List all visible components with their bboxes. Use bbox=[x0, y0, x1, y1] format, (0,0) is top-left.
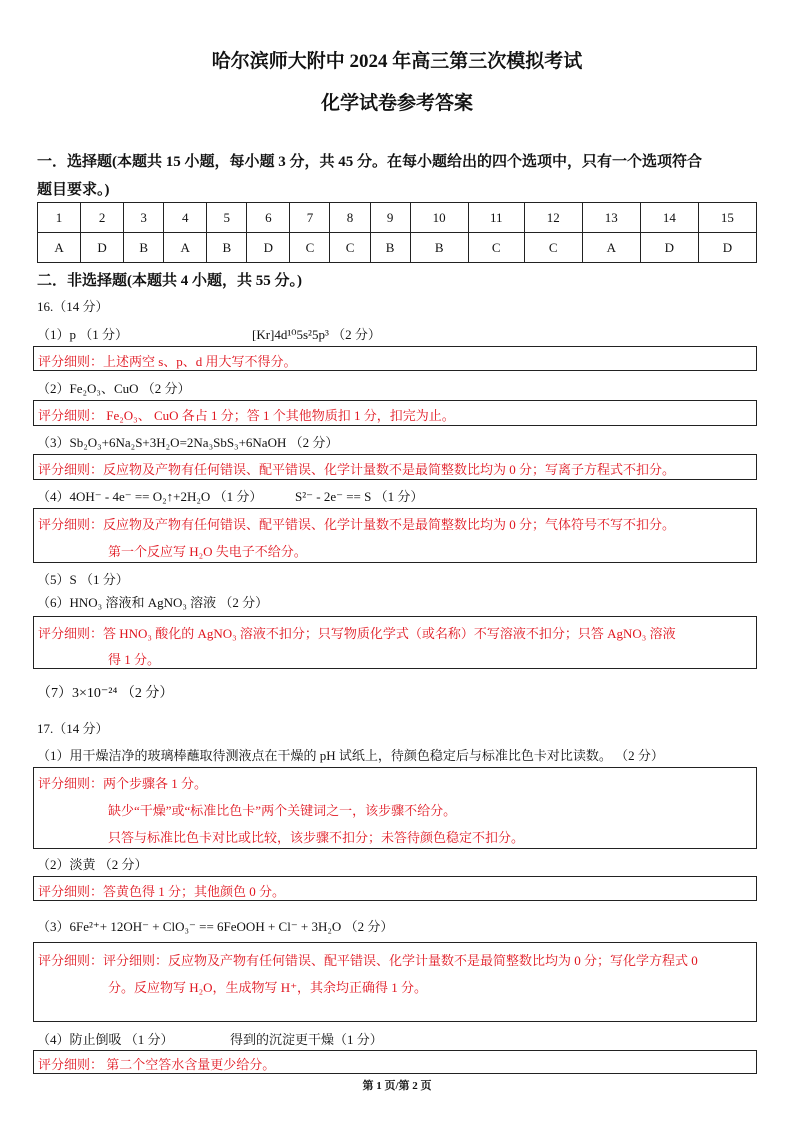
rubric-text: 评分细则： Fe₂O₃、 CuO 各占 1 分；答 1 个其他物质扣 1 分，扣完为止。 bbox=[38, 408, 455, 423]
q16-answer-2: （2）Fe₂O₃、CuO （2 分） bbox=[37, 381, 191, 396]
rubric-box bbox=[33, 616, 757, 669]
answer-cell: A bbox=[38, 233, 81, 263]
rubric-text: 评分细则： 第二个空答水含量更少给分。 bbox=[38, 1057, 276, 1072]
section2-heading: 二．非选择题(本题共 4 小题，共 55 分。) bbox=[37, 273, 302, 289]
q17-title: 17.（14 分） bbox=[37, 721, 109, 736]
rubric-text: 评分细则：答 HNO₃ 酸化的 AgNO₃ 溶液不扣分；只写物质化学式（或名称）不写溶液不扣分；只答 AgNO₃ 溶液 bbox=[38, 626, 676, 641]
question-number-cell: 2 bbox=[81, 203, 124, 233]
question-number-cell: 8 bbox=[330, 203, 370, 233]
question-number-cell: 12 bbox=[524, 203, 582, 233]
answer-cell: D bbox=[81, 233, 124, 263]
answer-row bbox=[38, 233, 757, 263]
answer-cell: C bbox=[330, 233, 370, 263]
document-subtitle: 化学试卷参考答案 bbox=[320, 93, 473, 114]
rubric-text: 评分细则：反应物及产物有任何错误、配平错误、化学计量数不是最简整数比均为 0 分；气体符号不写不扣分。 bbox=[38, 517, 676, 532]
rubric-text: 只答与标准比色卡对比或比较，该步骤不扣分；未答待颜色稳定不扣分。 bbox=[108, 830, 525, 845]
rubric-text: 第一个反应写 H₂O 失电子不给分。 bbox=[108, 544, 307, 559]
rubric-box bbox=[33, 454, 757, 480]
rubric-text: 缺少“干燥”或“标准比色卡”两个关键词之一，该步骤不给分。 bbox=[108, 803, 457, 818]
answer-cell: D bbox=[247, 233, 290, 263]
q16-answer-5: （5）S （1 分） bbox=[37, 572, 129, 587]
question-number-cell: 7 bbox=[290, 203, 330, 233]
answer-cell: B bbox=[370, 233, 410, 263]
q17-answer-4b: 得到的沉淀更干燥（1 分） bbox=[230, 1032, 383, 1047]
question-number-cell: 5 bbox=[207, 203, 247, 233]
rubric-text: 评分细则：答黄色得 1 分；其他颜色 0 分。 bbox=[38, 884, 286, 899]
rubric-text: 评分细则：上述两空 s、p、d 用大写不得分。 bbox=[38, 354, 297, 369]
answer-cell: D bbox=[698, 233, 756, 263]
q17-answer-3: （3）6Fe²⁺+ 12OH⁻ + ClO₃⁻ == 6FeOOH + Cl⁻ + 3H₂O （2 分） bbox=[37, 919, 394, 934]
q16-answer-1b: [Kr]4d¹⁰5s²5p³ （2 分） bbox=[252, 327, 381, 342]
q16-title: 16.（14 分） bbox=[37, 299, 109, 314]
q16-answer-3: （3）Sb₂O₃+6Na₂S+3H₂O=2Na₃SbS₃+6NaOH （2 分） bbox=[37, 435, 339, 450]
question-number-cell: 15 bbox=[698, 203, 756, 233]
rubric-box bbox=[33, 508, 757, 563]
answer-cell: B bbox=[410, 233, 468, 263]
answer-cell: C bbox=[468, 233, 524, 263]
answer-cell: C bbox=[290, 233, 330, 263]
rubric-text: 分。反应物写 H₂O，生成物写 H⁺，其余均正确得 1 分。 bbox=[108, 980, 428, 995]
question-number-cell: 9 bbox=[370, 203, 410, 233]
answer-cell: A bbox=[164, 233, 207, 263]
answer-cell: D bbox=[640, 233, 698, 263]
q17-answer-4: （4）防止倒吸 （1 分） bbox=[37, 1032, 174, 1047]
answer-table bbox=[37, 202, 757, 263]
question-number-cell: 10 bbox=[410, 203, 468, 233]
question-number-cell: 4 bbox=[164, 203, 207, 233]
q16-answer-7: （7）3×10⁻²⁴ （2 分） bbox=[37, 686, 174, 701]
section1-heading: 一．选择题(本题共 15 小题，每小题 3 分，共 45 分。在每小题给出的四个选项中，只有一个选项符合 bbox=[37, 154, 702, 170]
rubric-text: 评分细则：两个步骤各 1 分。 bbox=[38, 776, 208, 791]
rubric-box bbox=[33, 346, 757, 371]
section1-heading-cont: 题目要求。) bbox=[37, 182, 110, 198]
q17-answer-2: （2）淡黄 （2 分） bbox=[37, 857, 148, 872]
rubric-box bbox=[33, 876, 757, 901]
answer-cell: B bbox=[124, 233, 164, 263]
answer-cell: B bbox=[207, 233, 247, 263]
page-footer: 第 1 页/第 2 页 bbox=[362, 1080, 432, 1092]
rubric-text: 评分细则：评分细则：反应物及产物有任何错误、配平错误、化学计量数不是最简整数比均为 0 分；写化学方程式 0 bbox=[38, 953, 698, 968]
rubric-box bbox=[33, 942, 757, 1022]
question-number-row bbox=[38, 203, 757, 233]
question-number-cell: 1 bbox=[38, 203, 81, 233]
q16-answer-6: （6）HNO₃ 溶液和 AgNO₃ 溶液 （2 分） bbox=[37, 595, 269, 610]
q16-answer-4b: S²⁻ - 2e⁻ == S （1 分） bbox=[295, 489, 424, 504]
answer-cell: A bbox=[582, 233, 640, 263]
q16-answer-4: （4）4OH⁻ - 4e⁻ == O₂↑+2H₂O （1 分） bbox=[37, 489, 263, 504]
q16-answer-1: （1）p （1 分） bbox=[37, 327, 129, 342]
question-number-cell: 13 bbox=[582, 203, 640, 233]
rubric-text: 评分细则：反应物及产物有任何错误、配平错误、化学计量数不是最简整数比均为 0 分；写离子方程式不扣分。 bbox=[38, 462, 676, 477]
document-title: 哈尔滨师大附中 2024 年高三第三次模拟考试 bbox=[211, 51, 583, 72]
question-number-cell: 6 bbox=[247, 203, 290, 233]
question-number-cell: 11 bbox=[468, 203, 524, 233]
rubric-box bbox=[33, 400, 757, 426]
rubric-box bbox=[33, 1050, 757, 1074]
question-number-cell: 14 bbox=[640, 203, 698, 233]
question-number-cell: 3 bbox=[124, 203, 164, 233]
q17-answer-1: （1）用干燥洁净的玻璃棒蘸取待测液点在干燥的 pH 试纸上，待颜色稳定后与标准比色卡对比读数。 （2 分） bbox=[37, 748, 664, 763]
answer-cell: C bbox=[524, 233, 582, 263]
rubric-text: 得 1 分。 bbox=[108, 652, 161, 667]
rubric-box bbox=[33, 767, 757, 849]
